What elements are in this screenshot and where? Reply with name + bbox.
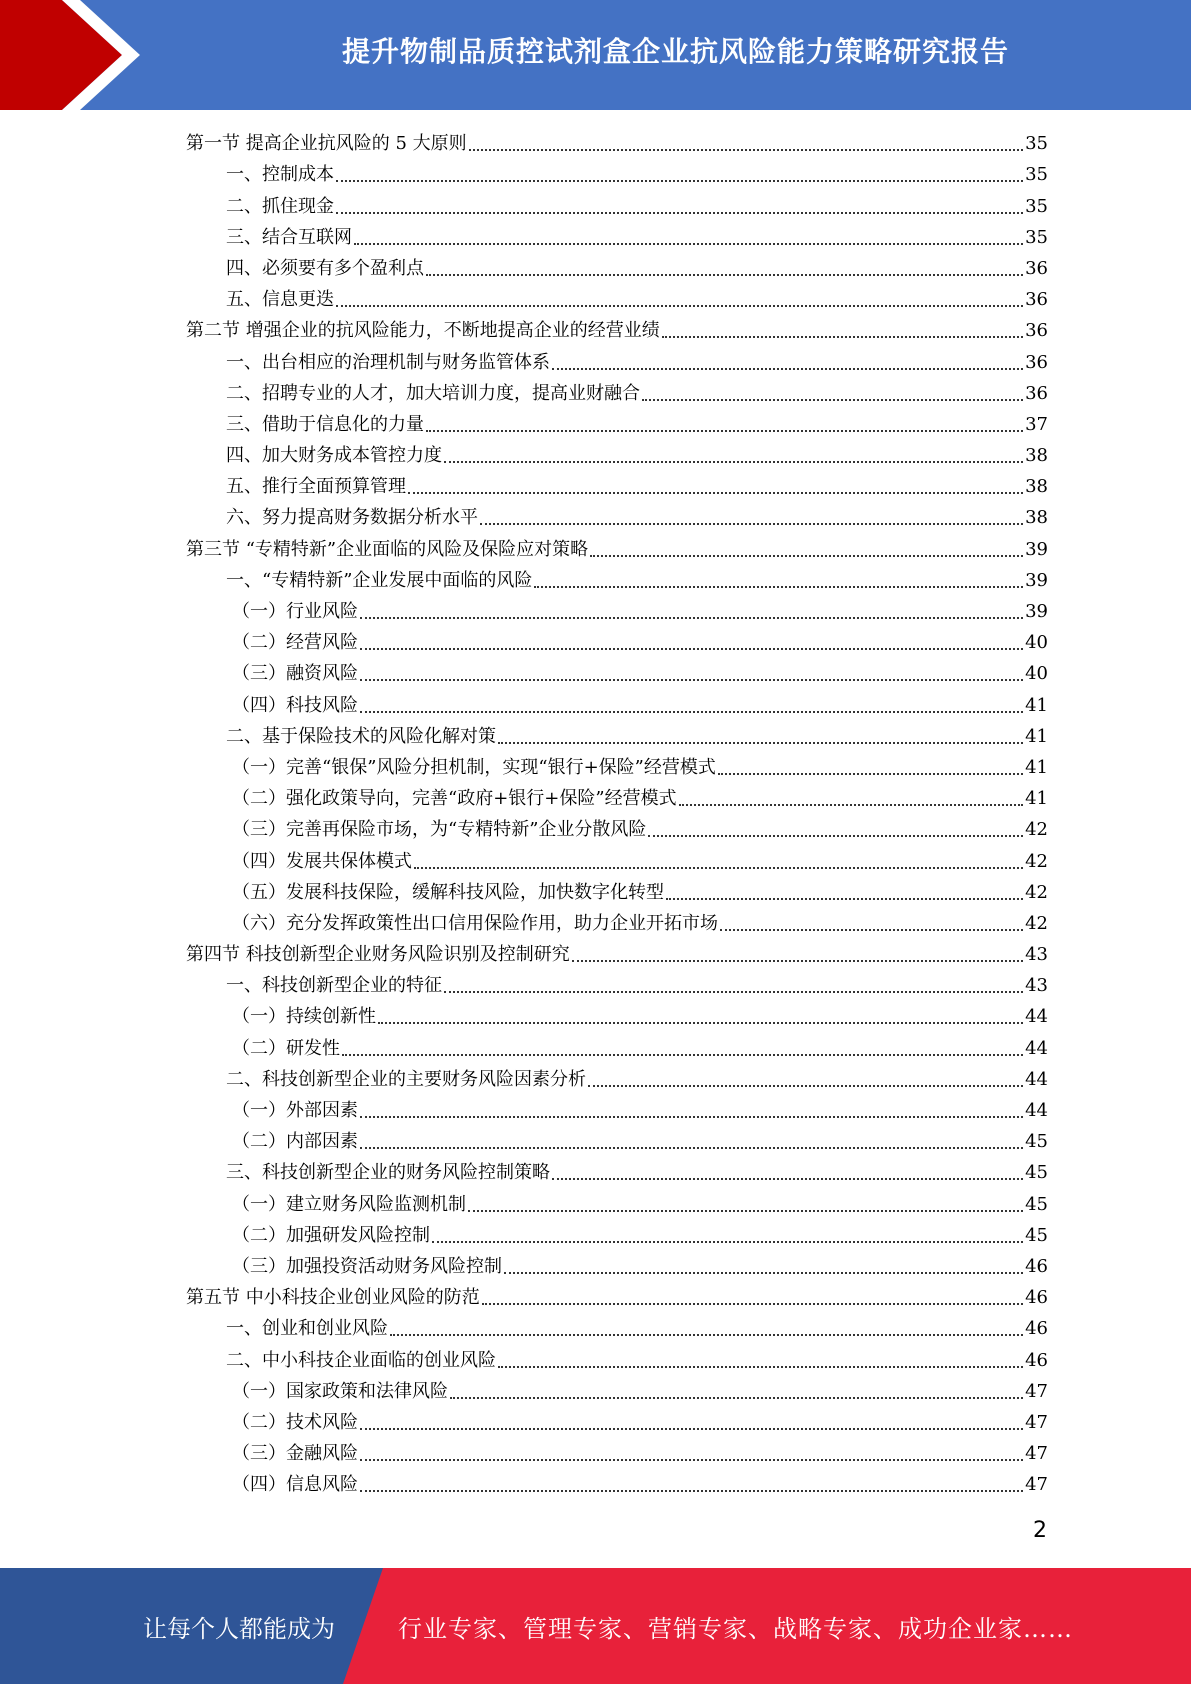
toc-entry[interactable] <box>186 1282 1048 1313</box>
toc-entry-label: （四）信息风险 <box>232 1474 358 1496</box>
toc-dot-leader <box>360 710 1023 713</box>
toc-dot-leader <box>354 242 1023 245</box>
toc-entry[interactable] <box>186 1157 1048 1188</box>
toc-dot-leader <box>342 1053 1023 1056</box>
toc-entry-label: （二）经营风险 <box>232 632 358 654</box>
toc-entry-page: 47 <box>1025 1380 1048 1402</box>
toc-entry[interactable] <box>186 315 1048 346</box>
toc-entry-label: （二）技术风险 <box>232 1411 358 1433</box>
toc-entry-page: 36 <box>1025 320 1048 342</box>
toc-entry[interactable] <box>186 689 1048 720</box>
toc-entry[interactable] <box>186 752 1048 783</box>
toc-entry-page: 47 <box>1025 1443 1048 1465</box>
toc-dot-leader <box>408 491 1023 494</box>
toc-dot-leader <box>468 1209 1023 1212</box>
toc-dot-leader <box>360 1458 1023 1461</box>
toc-entry[interactable] <box>186 253 1048 284</box>
toc-entry-label: 五、推行全面预算管理 <box>226 476 406 498</box>
toc-entry-label: 一、出台相应的治理机制与财务监管体系 <box>226 351 550 373</box>
toc-entry-label: （三）金融风险 <box>232 1443 358 1465</box>
page-header <box>0 0 1191 110</box>
toc-entry-page: 45 <box>1025 1162 1048 1184</box>
toc-entry-page: 46 <box>1025 1287 1048 1309</box>
toc-dot-leader <box>572 959 1023 962</box>
toc-dot-leader <box>336 211 1023 214</box>
toc-entry-label: （三）融资风险 <box>232 663 358 685</box>
toc-entry-page: 35 <box>1025 195 1048 217</box>
toc-entry[interactable] <box>186 1251 1048 1282</box>
toc-entry-label: （一）行业风险 <box>232 601 358 622</box>
toc-entry[interactable] <box>186 533 1048 564</box>
toc-dot-leader <box>360 678 1023 681</box>
toc-dot-leader <box>336 304 1023 307</box>
toc-entry-page: 40 <box>1025 632 1048 654</box>
toc-entry[interactable] <box>186 970 1048 1001</box>
toc-entry[interactable] <box>186 783 1048 814</box>
toc-entry-page: 44 <box>1025 1006 1048 1028</box>
toc-entry[interactable] <box>186 1438 1048 1469</box>
toc-entry-page: 42 <box>1025 881 1048 903</box>
toc-entry-label: 二、基于保险技术的风险化解对策 <box>226 725 496 747</box>
toc-entry-label: （三）完善再保险市场，为“专精特新”企业分散风险 <box>232 819 647 841</box>
toc-entry-page: 36 <box>1025 257 1048 279</box>
toc-entry-page: 43 <box>1025 975 1048 997</box>
toc-entry-label: （一）建立财务风险监测机制 <box>232 1193 466 1215</box>
toc-dot-leader <box>642 398 1023 401</box>
toc-dot-leader <box>360 647 1023 650</box>
toc-entry-page: 41 <box>1025 788 1048 810</box>
toc-entry-page: 43 <box>1025 944 1048 966</box>
toc-dot-leader <box>498 741 1023 744</box>
toc-entry[interactable] <box>186 1032 1048 1063</box>
toc-dot-leader <box>498 1365 1023 1368</box>
toc-entry-page: 47 <box>1025 1474 1048 1496</box>
toc-entry-label: 一、“专精特新”企业发展中面临的风险 <box>226 569 533 591</box>
toc-entry[interactable] <box>186 502 1048 533</box>
toc-entry[interactable] <box>186 627 1048 658</box>
toc-entry[interactable] <box>186 346 1048 377</box>
toc-entry-page: 46 <box>1025 1349 1048 1371</box>
toc-entry-label: （二）加强研发风险控制 <box>232 1224 430 1246</box>
toc-dot-leader <box>444 990 1023 993</box>
toc-entry-page: 39 <box>1025 538 1048 560</box>
toc-entry-label: 二、中小科技企业面临的创业风险 <box>226 1349 496 1371</box>
toc-dot-leader <box>552 367 1023 370</box>
toc-entry[interactable] <box>186 721 1048 752</box>
toc-entry-label: 第四节 科技创新型企业财务风险识别及控制研究 <box>186 944 570 966</box>
toc-entry-label: （二）强化政策导向，完善“政府+银行+保险”经营模式 <box>232 788 677 810</box>
toc-entry-label: （五）发展科技保险，缓解科技风险，加快数字化转型 <box>232 881 664 903</box>
toc-entry-label: 二、招聘专业的人才，加大培训力度，提高业财融合 <box>226 382 640 404</box>
toc-entry-label: 一、控制成本 <box>226 164 334 186</box>
toc-entry-label: 五、信息更迭 <box>226 289 334 311</box>
toc-dot-leader <box>648 834 1023 837</box>
toc-entry-label: （一）外部因素 <box>232 1100 358 1121</box>
toc-entry-label: 三、结合互联网 <box>226 226 352 248</box>
toc-entry[interactable] <box>186 378 1048 409</box>
toc-dot-leader <box>534 585 1023 588</box>
toc-dot-leader <box>426 429 1023 432</box>
toc-dot-leader <box>552 1177 1023 1180</box>
toc-entry[interactable] <box>186 565 1048 596</box>
toc-entry[interactable] <box>186 596 1048 627</box>
toc-dot-leader <box>588 1084 1023 1087</box>
toc-entry[interactable] <box>186 1407 1048 1438</box>
toc-entry-label: 六、努力提高财务数据分析水平 <box>226 507 478 529</box>
toc-entry[interactable] <box>186 1376 1048 1407</box>
toc-entry-page: 44 <box>1025 1037 1048 1059</box>
toc-dot-leader <box>450 1396 1023 1399</box>
page-footer <box>0 1568 1191 1684</box>
toc-entry-page: 35 <box>1025 164 1048 186</box>
toc-entry[interactable] <box>186 409 1048 440</box>
toc-dot-leader <box>720 928 1023 931</box>
toc-entry-label: 二、科技创新型企业的主要财务风险因素分析 <box>226 1068 586 1090</box>
toc-entry-label: 四、必须要有多个盈利点 <box>226 257 424 279</box>
toc-dot-leader <box>414 866 1023 869</box>
toc-entry-page: 38 <box>1025 445 1048 467</box>
toc-entry-page: 42 <box>1025 850 1048 872</box>
report-title: 提升物制品质控试剂盒企业抗风险能力策略研究报告 <box>341 35 1009 68</box>
toc-entry-label: （二）内部因素 <box>232 1131 358 1153</box>
toc-entry[interactable] <box>186 877 1048 908</box>
toc-entry-label: 三、借助于信息化的力量 <box>226 413 424 435</box>
toc-dot-leader <box>360 1115 1023 1118</box>
toc-entry-page: 35 <box>1025 226 1048 248</box>
toc-entry-label: 第一节 提高企业抗风险的 5 大原则 <box>186 133 467 155</box>
toc-entry[interactable] <box>186 845 1048 876</box>
toc-dot-leader <box>432 1240 1023 1243</box>
toc-dot-leader <box>662 335 1023 338</box>
toc-entry-label: 第二节 增强企业的抗风险能力，不断地提高企业的经营业绩 <box>186 320 660 342</box>
toc-entry[interactable] <box>186 440 1048 471</box>
toc-entry-page: 41 <box>1025 725 1048 747</box>
toc-entry[interactable] <box>186 814 1048 845</box>
toc-entry[interactable] <box>186 1220 1048 1251</box>
toc-entry-page: 36 <box>1025 351 1048 373</box>
toc-entry[interactable] <box>186 471 1048 502</box>
toc-entry-page: 40 <box>1025 663 1048 685</box>
toc-entry-page: 41 <box>1025 694 1048 716</box>
toc-entry-page: 45 <box>1025 1224 1048 1246</box>
toc-dot-leader <box>336 179 1023 182</box>
toc-dot-leader <box>679 803 1024 806</box>
toc-entry-label: （四）发展共保体模式 <box>232 850 412 872</box>
toc-dot-leader <box>666 897 1023 900</box>
toc-entry[interactable] <box>186 1344 1048 1375</box>
toc-entry-label: 一、科技创新型企业的特征 <box>226 975 442 997</box>
toc-entry-label: （一）国家政策和法律风险 <box>232 1380 448 1402</box>
page-number: 2 <box>1033 1518 1047 1543</box>
toc-entry-label: （三）加强投资活动财务风险控制 <box>232 1255 502 1277</box>
toc-dot-leader <box>378 1021 1023 1024</box>
toc-entry-page: 38 <box>1025 507 1048 529</box>
toc-dot-leader <box>360 1427 1023 1430</box>
toc-entry[interactable] <box>186 939 1048 970</box>
toc-dot-leader <box>482 1302 1023 1305</box>
toc-entry[interactable] <box>186 658 1048 689</box>
toc-entry-page: 42 <box>1025 819 1048 841</box>
toc-entry[interactable] <box>186 284 1048 315</box>
toc-entry-page: 44 <box>1025 1068 1048 1090</box>
toc-entry[interactable] <box>186 1001 1048 1032</box>
toc-entry[interactable] <box>186 222 1048 253</box>
toc-dot-leader <box>426 273 1023 276</box>
toc-entry[interactable] <box>186 1095 1048 1126</box>
toc-entry-page: 36 <box>1025 289 1048 311</box>
toc-entry-page: 38 <box>1025 476 1048 498</box>
toc-entry-page: 41 <box>1025 756 1048 778</box>
toc-dot-leader <box>444 460 1023 463</box>
toc-entry[interactable] <box>186 1313 1048 1344</box>
toc-entry-page: 45 <box>1025 1193 1048 1215</box>
toc-entry-page: 39 <box>1025 569 1048 591</box>
toc-entry-page: 47 <box>1025 1411 1048 1433</box>
toc-entry[interactable] <box>186 128 1048 159</box>
toc-entry-page: 39 <box>1025 601 1048 622</box>
toc-dot-leader <box>504 1271 1023 1274</box>
toc-entry[interactable] <box>186 1469 1048 1500</box>
toc-entry[interactable] <box>186 190 1048 221</box>
table-of-contents <box>186 128 1048 1500</box>
toc-entry-page: 36 <box>1025 382 1048 404</box>
toc-entry-page: 44 <box>1025 1100 1048 1121</box>
toc-entry-label: 第五节 中小科技企业创业风险的防范 <box>186 1287 480 1309</box>
toc-entry-label: （一）持续创新性 <box>232 1006 376 1028</box>
toc-dot-leader <box>360 1146 1023 1149</box>
toc-entry-label: （四）科技风险 <box>232 694 358 716</box>
toc-entry-page: 46 <box>1025 1255 1048 1277</box>
toc-dot-leader <box>469 148 1023 151</box>
toc-entry-page: 37 <box>1025 413 1048 435</box>
toc-entry-label: 第三节 “专精特新”企业面临的风险及保险应对策略 <box>186 538 589 560</box>
red-chevron-decoration <box>0 0 160 110</box>
toc-entry-label: 三、科技创新型企业的财务风险控制策略 <box>226 1162 550 1184</box>
toc-entry-label: （二）研发性 <box>232 1037 340 1059</box>
toc-entry-label: （六）充分发挥政策性出口信用保险作用，助力企业开拓市场 <box>232 912 718 934</box>
toc-dot-leader <box>590 554 1023 557</box>
toc-entry-label: 四、加大财务成本管控力度 <box>226 445 442 467</box>
toc-entry[interactable] <box>186 159 1048 190</box>
footer-slogan-right: 行业专家、管理专家、营销专家、战略专家、成功企业家…… <box>398 1614 1073 1643</box>
toc-entry-page: 35 <box>1025 133 1048 155</box>
toc-entry[interactable] <box>186 1126 1048 1157</box>
toc-dot-leader <box>718 772 1023 775</box>
toc-dot-leader <box>390 1333 1023 1336</box>
toc-entry[interactable] <box>186 1188 1048 1219</box>
toc-dot-leader <box>360 1489 1023 1492</box>
toc-entry-label: 一、创业和创业风险 <box>226 1318 388 1340</box>
toc-dot-leader <box>360 616 1023 619</box>
toc-entry[interactable] <box>186 1064 1048 1095</box>
toc-dot-leader <box>480 522 1023 525</box>
toc-entry-label: 二、抓住现金 <box>226 195 334 217</box>
toc-entry-page: 46 <box>1025 1318 1048 1340</box>
toc-entry-page: 45 <box>1025 1131 1048 1153</box>
toc-entry-page: 42 <box>1025 912 1048 934</box>
footer-slogan-left: 让每个人都能成为 <box>143 1614 335 1643</box>
toc-entry-label: （一）完善“银保”风险分担机制，实现“银行+保险”经营模式 <box>232 756 716 778</box>
toc-entry[interactable] <box>186 908 1048 939</box>
